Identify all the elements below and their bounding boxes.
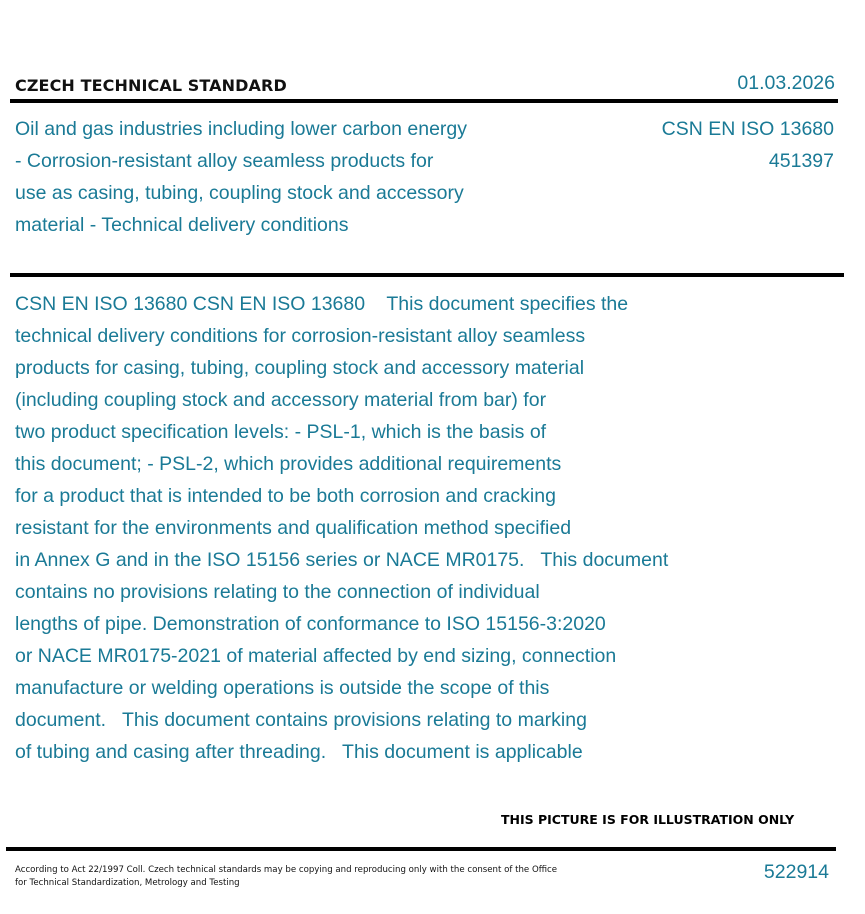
title-line: Oil and gas industries including lower carbon energy bbox=[15, 118, 468, 140]
title-divider bbox=[10, 273, 844, 277]
abstract-line: lengths of pipe. Demonstration of conformance to ISO 15156-3:2020 bbox=[15, 613, 606, 635]
abstract-line: two product specification levels: - PSL-1, which is the basis of bbox=[15, 421, 547, 443]
abstract-line: (including coupling stock and accessory material from bar) for bbox=[15, 389, 547, 411]
legal-notice-line: for Technical Standardization, Metrology and Testing bbox=[15, 878, 240, 888]
catalog-number: 522914 bbox=[763, 861, 829, 883]
title-line: use as casing, tubing, coupling stock and accessory bbox=[15, 182, 464, 204]
abstract-line: CSN EN ISO 13680 CSN EN ISO 13680 This document specifies the bbox=[15, 293, 629, 315]
publication-date: 01.03.2026 bbox=[737, 72, 835, 94]
abstract-line: of tubing and casing after threading. This document is applicable bbox=[15, 741, 583, 763]
abstract-line: products for casing, tubing, coupling stock and accessory material bbox=[15, 357, 585, 379]
title-line: - Corrosion-resistant alloy seamless products for bbox=[15, 150, 434, 172]
abstract-line: this document; - PSL-2, which provides additional requirements bbox=[15, 453, 562, 475]
abstract-line: document. This document contains provisions relating to marking bbox=[15, 709, 587, 731]
abstract-line: for a product that is intended to be both corrosion and cracking bbox=[15, 485, 556, 507]
title-line: material - Technical delivery conditions bbox=[15, 214, 349, 236]
standard-identifier bbox=[662, 113, 834, 177]
abstract-line: manufacture or welding operations is outside the scope of this bbox=[15, 677, 550, 699]
abstract-line: technical delivery conditions for corrosion-resistant alloy seamless bbox=[15, 325, 586, 347]
abstract-line: in Annex G and in the ISO 15156 series or NACE MR0175. This document bbox=[15, 549, 669, 571]
standard-title bbox=[15, 113, 535, 241]
abstract-line: resistant for the environments and qualification method specified bbox=[15, 517, 572, 539]
illustration-disclaimer: THIS PICTURE IS FOR ILLUSTRATION ONLY bbox=[501, 812, 795, 827]
abstract-line: or NACE MR0175-2021 of material affected by end sizing, connection bbox=[15, 645, 617, 667]
legal-notice bbox=[15, 864, 585, 890]
abstract-text bbox=[15, 288, 755, 768]
abstract-line: contains no provisions relating to the connection of individual bbox=[15, 581, 540, 603]
standard-code: CSN EN ISO 13680 bbox=[661, 118, 834, 140]
header-divider bbox=[10, 99, 838, 103]
standard-class-number: 451397 bbox=[768, 150, 834, 172]
legal-notice-line: According to Act 22/1997 Coll. Czech technical standards may be copying and reproducing only with the consent of the Office bbox=[15, 865, 558, 875]
document-type-label: CZECH TECHNICAL STANDARD bbox=[15, 76, 287, 95]
footer-divider bbox=[6, 847, 836, 851]
